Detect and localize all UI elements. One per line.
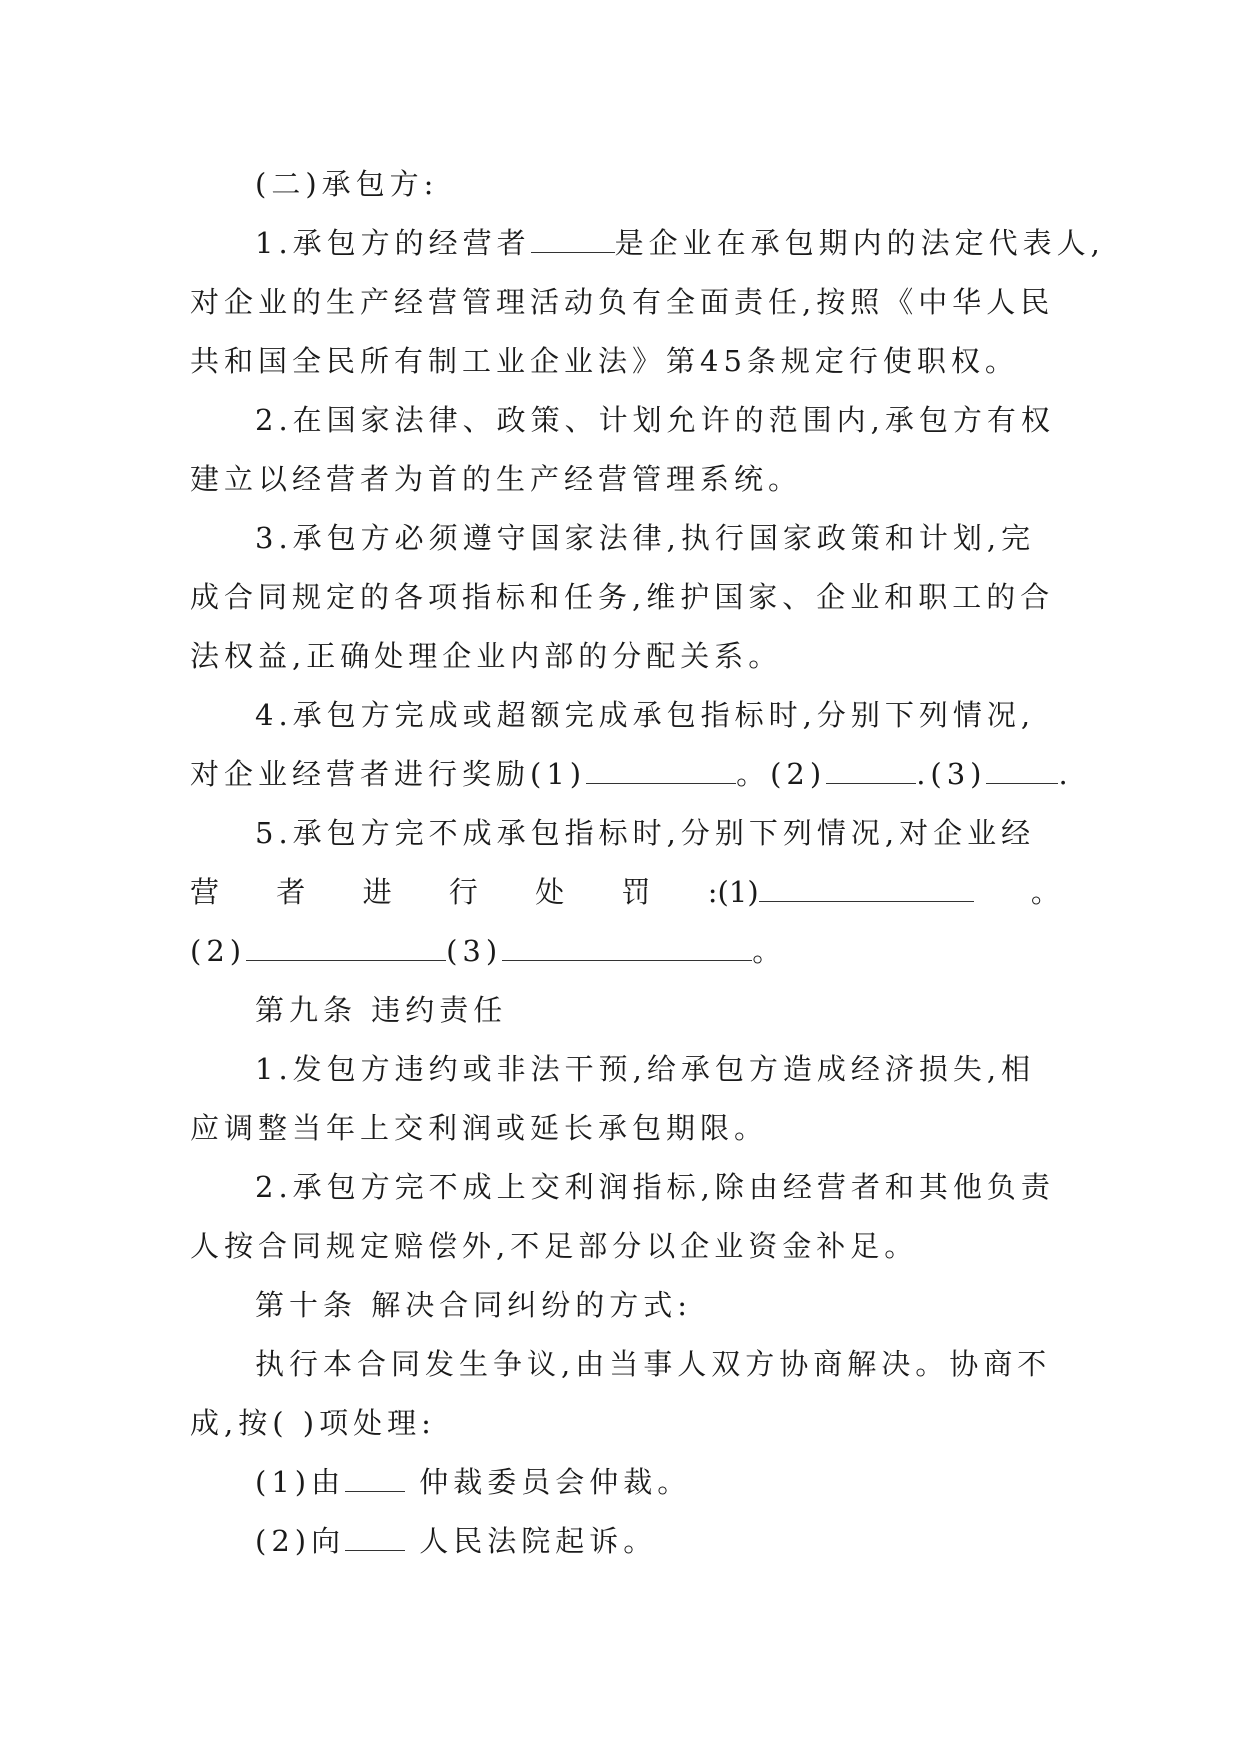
article-9-item-1-line-2: 应调整当年上交利润或延长承包期限。 (190, 1111, 769, 1145)
article-10-option-2: (2)向 人民法院起诉。 (255, 1524, 658, 1558)
section-contractor-heading: (二)承包方: (255, 167, 439, 201)
clause-1-line-1: 1.承包方的经营者 是企业在承包期内的法定代表人, (255, 226, 1105, 260)
clause-4-line-1: 4.承包方完成或超额完成承包指标时,分别下列情况, (255, 698, 1036, 732)
article-10-body-line-2: 成,按( )项处理: (190, 1406, 436, 1440)
clause-4-line-2: 对企业经营者进行奖励(1) 。(2) .(3) . (190, 757, 1073, 791)
article-9-item-2-line-1: 2.承包方完不成上交利润指标,除由经营者和其他负责 (255, 1170, 1055, 1204)
contract-page (190, 155, 1105, 1571)
penalty-1-group: :(1) (708, 863, 974, 922)
reward-2-blank[interactable] (826, 761, 916, 784)
clause-2-line-2: 建立以经营者为首的生产经营管理系统。 (190, 462, 803, 496)
operator-name-blank[interactable] (531, 230, 615, 253)
clause-3-line-3: 法权益,正确处理企业内部的分配关系。 (190, 639, 783, 673)
article-10-option-1: (1)由 仲裁委员会仲裁。 (255, 1465, 692, 1499)
article-10-heading: 第十条 解决合同纠纷的方式: (255, 1288, 692, 1322)
article-9-item-1-line-1: 1.发包方违约或非法干预,给承包方造成经济损失,相 (255, 1052, 1036, 1086)
penalty-2-blank[interactable] (246, 938, 446, 961)
reward-1-blank[interactable] (586, 761, 736, 784)
clause-5-line-3: (2) (3) 。 (190, 934, 787, 968)
clause-1-line-2: 对企业的生产经营管理活动负有全面责任,按照《中华人民 (190, 285, 1055, 319)
clause-1-line-3: 共和国全民所有制工业企业法》第45条规定行使职权。 (190, 344, 1019, 378)
article-9-heading: 第九条 违约责任 (255, 993, 508, 1027)
arbitration-committee-blank[interactable] (345, 1469, 405, 1492)
clause-5-line-2: 营 者 进 行 处 罚 :(1) 。 (190, 863, 1060, 922)
clause-2-line-1: 2.在国家法律、政策、计划允许的范围内,承包方有权 (255, 403, 1055, 437)
reward-3-blank[interactable] (986, 761, 1058, 784)
clause-3-line-1: 3.承包方必须遵守国家法律,执行国家政策和计划,完 (255, 521, 1036, 555)
clause-3-line-2: 成合同规定的各项指标和任务,维护国家、企业和职工的合 (190, 580, 1055, 614)
court-blank[interactable] (345, 1528, 405, 1551)
article-10-body-line-1: 执行本合同发生争议,由当事人双方协商解决。协商不 (255, 1347, 1052, 1381)
article-9-item-2-line-2: 人按合同规定赔偿外,不足部分以企业资金补足。 (190, 1229, 919, 1263)
clause-5-line-1: 5.承包方完不成承包指标时,分别下列情况,对企业经 (255, 816, 1036, 850)
penalty-1-blank[interactable] (759, 879, 974, 902)
penalty-3-blank[interactable] (502, 938, 752, 961)
